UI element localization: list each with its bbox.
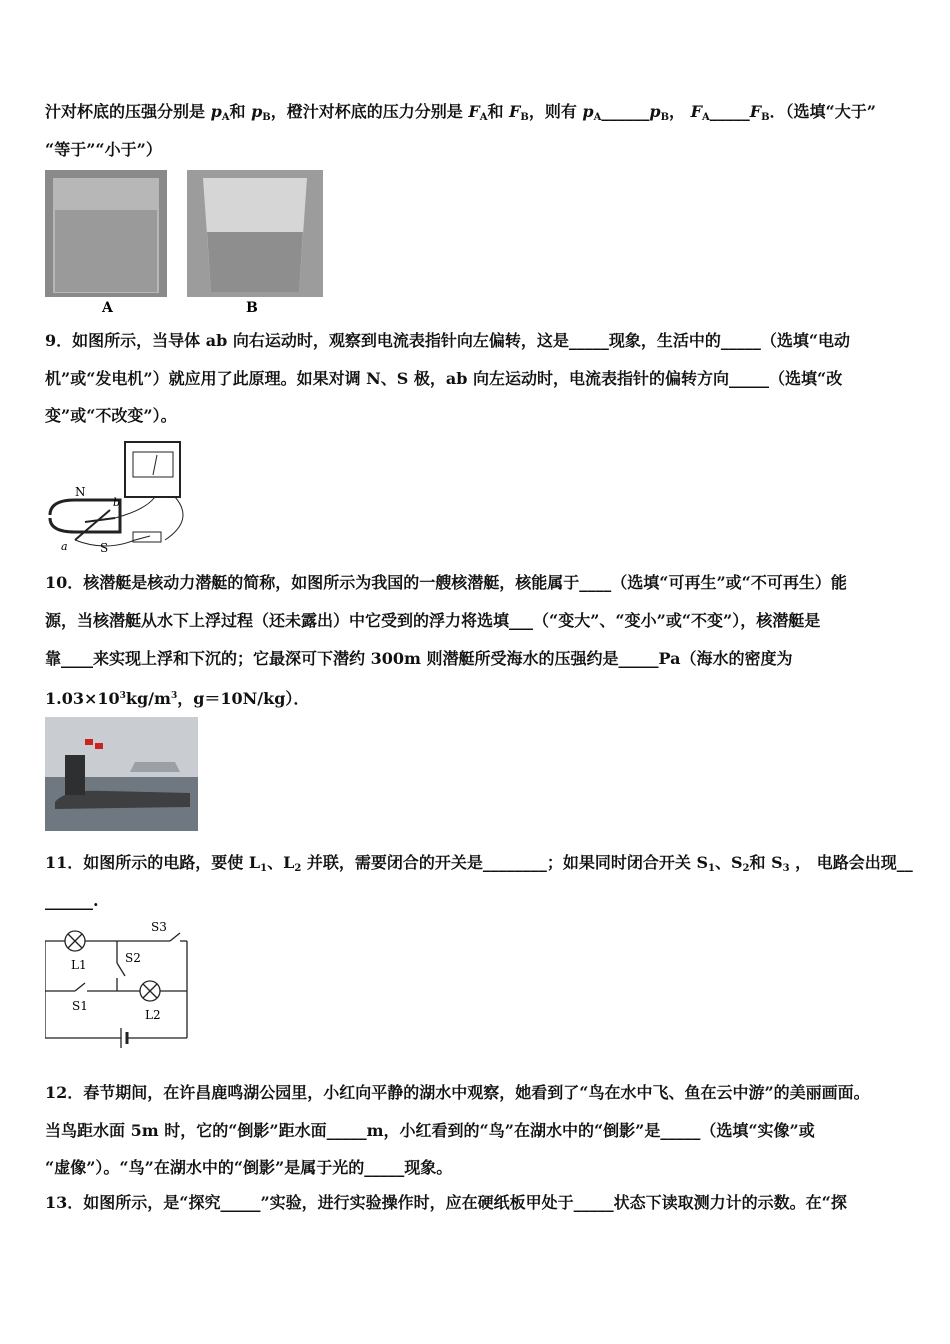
text-segment: B [262,112,271,123]
text-segment: p [649,102,661,121]
text-segment: 1 [260,863,268,874]
text-segment: _____ [709,102,750,121]
text-segment: 3 [782,863,790,874]
l2-label: L2 [145,1008,161,1022]
q9-line3: 变”或“不改变”）。 [45,406,177,425]
submarine-photo [45,717,198,831]
text-segment: A [221,112,230,123]
text-segment: 1 [708,863,715,874]
text-segment: 1.03×10 [45,689,120,708]
text-segment: ， 电路会出现__ [789,853,913,872]
s-pole-label: S [100,541,109,555]
q8-line2: “等于”“小于”） [45,140,162,159]
text-segment: A [701,112,710,123]
magnet [50,500,120,532]
q12-line1: 12．春节期间，在许昌鹿鸣湖公园里，小红向平静的湖水中观察，她看到了“鸟在水中飞、鱼在云中游”的美丽画面。 [45,1083,870,1102]
text-segment: 2 [742,863,750,874]
text-segment: 、S [714,853,743,872]
text-segment: 、L [267,853,295,872]
a-label: a [61,540,68,553]
circuit-figure [45,918,195,1053]
text-segment: B [761,112,770,123]
q9-line2: 机”或“发电机”）就应用了此原理。如果对调 N、S 极，ab 向左运动时，电流表指针的偏转方向_____（选填“改 [45,369,843,388]
q11-line2: ______. [45,891,99,910]
text-segment: ，则有 [528,102,583,121]
text-segment: A [479,112,488,123]
q10-line3: 靠____来实现上浮和下沉的；它最深可下潜约 300m 则潜艇所受海水的压强约是_____Pa（海水的密度为 [45,649,793,668]
text-segment: ，橙汁对杯底的压力分别是 [270,102,469,121]
induction-figure [45,440,195,555]
s3-label: S3 [151,920,167,934]
q10-line2: 源，当核潜艇从水下上浮过程（还未露出）中它受到的浮力将选填___（“变大”、“变小”或“不变”），核潜艇是 [45,611,821,630]
text-segment: B [660,112,670,123]
text-segment: 3 [119,691,126,701]
label-b: B [246,300,258,315]
text-segment: F [509,102,521,121]
text-segment: F [749,102,762,121]
text-segment: 并联，需要闭合的开关是________；如果同时闭合开关 S [301,853,708,872]
text-segment: F [690,102,702,121]
l1-label: L1 [71,958,87,972]
text-segment: p [251,102,263,121]
text-segment: 2 [294,863,302,874]
text-segment: ，g＝10N/kg）． [177,689,310,708]
b-label: b [113,496,121,509]
text-segment: 3 [170,691,178,701]
text-segment: ．（选填“大于” [769,102,876,121]
text-segment: 11．如图所示的电路，要使 L [45,853,261,872]
text-segment: F [468,102,480,121]
text-segment: B [520,112,529,123]
q11-line1 [45,852,913,880]
s1-label: S1 [72,999,88,1013]
q12-line2: 当鸟距水面 5m 时，它的“倒影”距水面_____m，小红看到的“鸟”在湖水中的“倒影”是_____（选填“实像”或 [45,1121,815,1140]
text-segment: ______ [601,102,650,121]
text-segment: A [593,112,602,123]
text-segment: p [210,102,222,121]
s2-label: S2 [125,951,141,965]
text-segment: ， [669,102,691,121]
text-segment: 和 [229,102,252,121]
text-segment: p [582,102,594,121]
label-a: A [102,300,113,315]
text-segment: 和 S [749,853,783,872]
cups-figure [45,170,325,315]
text-segment: kg/m [125,689,171,708]
q9-line1: 9．如图所示，当导体 ab 向右运动时，观察到电流表指针向左偏转，这是_____现象，生活中的_____（选填“电动 [45,331,851,350]
q10-line1: 10．核潜艇是核动力潜艇的简称，如图所示为我国的一艘核潜艇，核能属于____（选填“可再生”或“不可再生）能 [45,573,847,592]
text-segment: 汁对杯底的压强分别是 [45,102,211,121]
n-pole-label: N [75,485,86,499]
q10-line4 [45,685,309,710]
q13-line1: 13．如图所示，是“探究_____”实验，进行实验操作时，应在硬纸板甲处于_____状态下读取测力计的示数。在“探 [45,1193,847,1212]
text-segment: 和 [487,102,510,121]
q8-line1 [45,101,876,129]
q12-line3: “虚像”）。“鸟”在湖水中的“倒影”是属于光的_____现象。 [45,1158,453,1177]
